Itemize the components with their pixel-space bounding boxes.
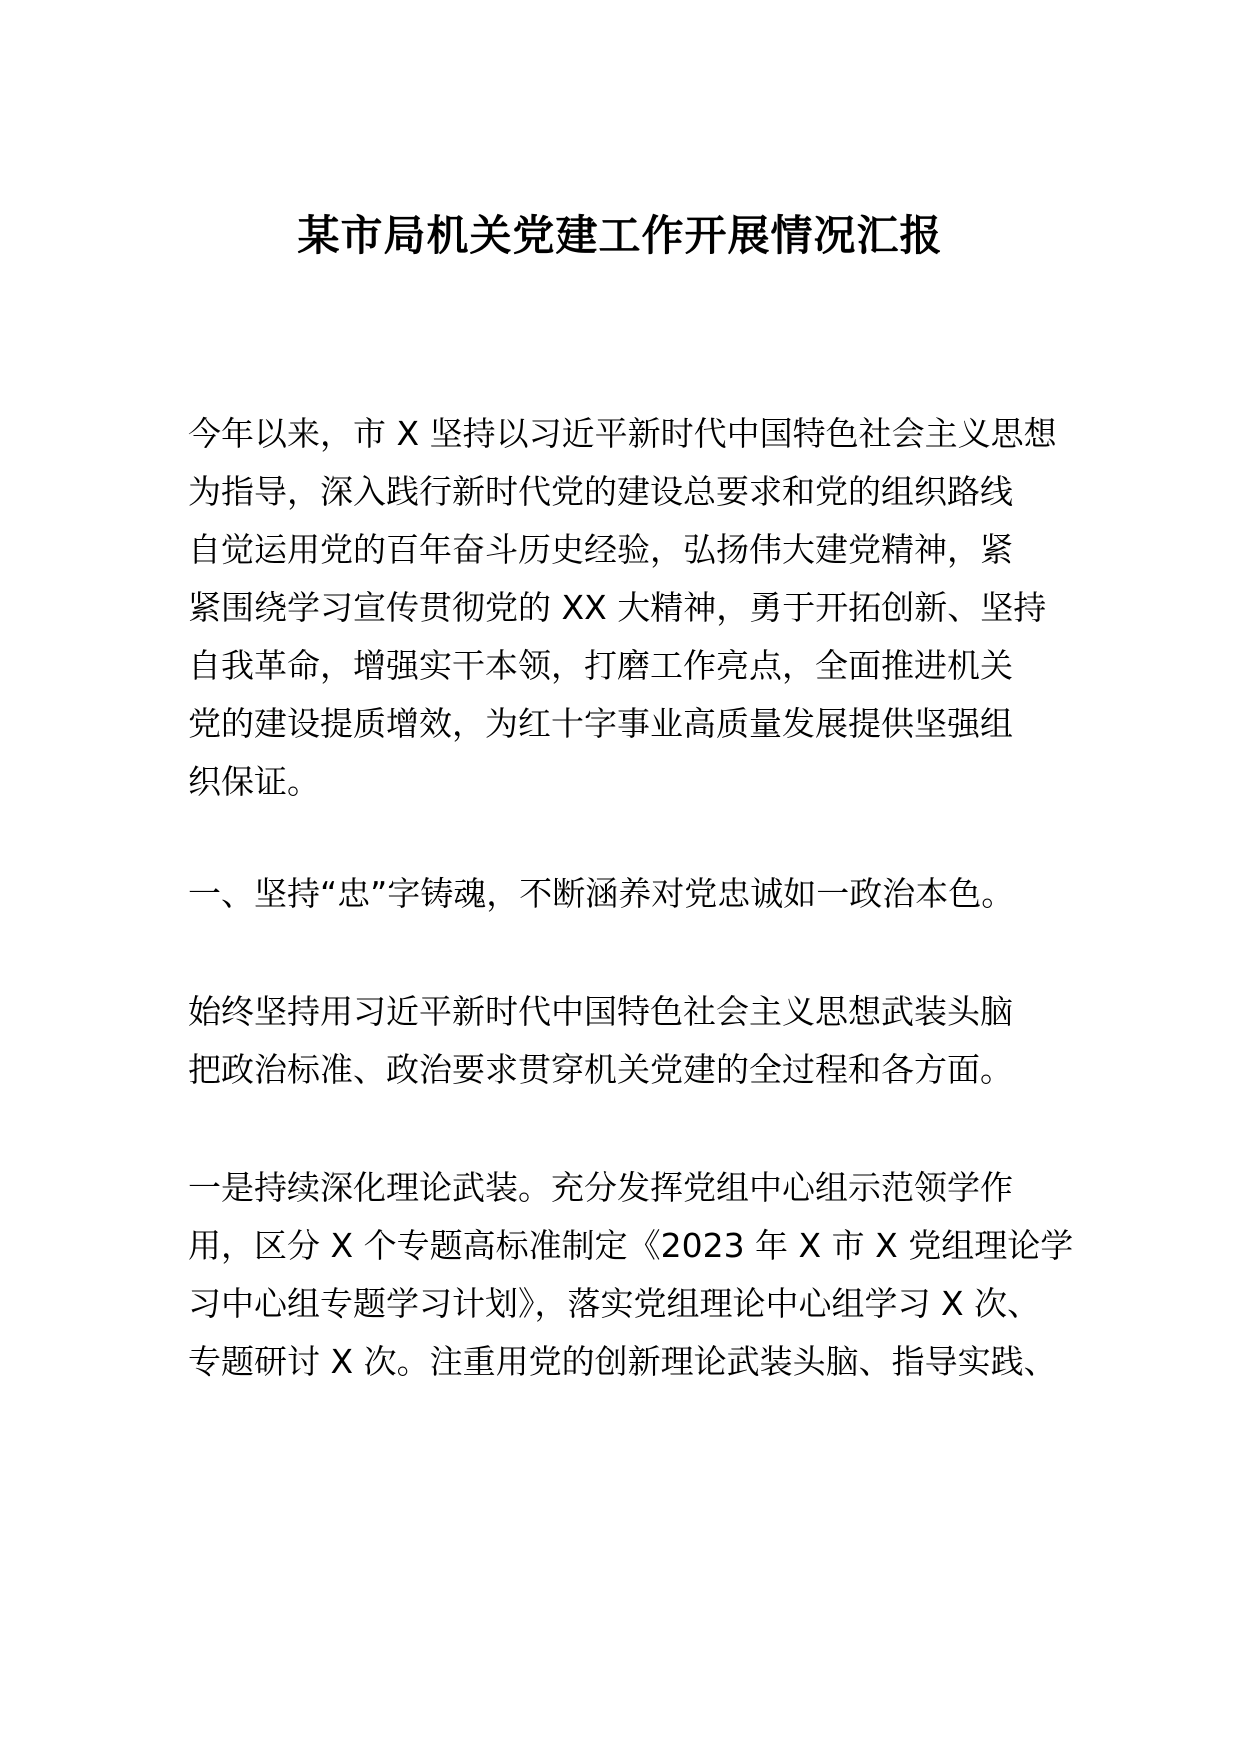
text-line: 一是持续深化理论武装。充分发挥党组中心组示范领学作: [188, 1168, 1013, 1207]
text-line: 自觉运用党的百年奋斗历史经验，弘扬伟大建党精神，紧: [188, 530, 1013, 569]
document-title: 某市局机关党建工作开展情况汇报: [297, 211, 943, 260]
text-line: 始终坚持用习近平新时代中国特色社会主义思想武装头脑: [188, 992, 1013, 1031]
text-line: 今年以来，市 X 坚持以习近平新时代中国特色社会主义思想: [188, 414, 1057, 453]
section-heading: 一、坚持“忠”字铸魂，不断涵养对党忠诚如一政治本色。: [188, 874, 1015, 913]
text-line: 把政治标准、政治要求贯穿机关党建的全过程和各方面。: [188, 1050, 1013, 1089]
text-line: 为指导，深入践行新时代党的建设总要求和党的组织路线: [188, 472, 1013, 511]
text-line: 用，区分 X 个专题高标准制定《2023 年 X 市 X 党组理论学: [188, 1226, 1074, 1265]
text-line: 织保证。: [188, 762, 320, 801]
text-line: 紧围绕学习宣传贯彻党的 XX 大精神，勇于开拓创新、坚持: [188, 588, 1047, 627]
text-line: 自我革命，增强实干本领，打磨工作亮点，全面推进机关: [188, 646, 1013, 685]
text-line: 专题研讨 X 次。注重用党的创新理论武装头脑、指导实践、: [188, 1342, 1057, 1381]
text-line: 党的建设提质增效，为红十字事业高质量发展提供坚强组: [188, 704, 1013, 743]
text-line: 习中心组专题学习计划》，落实党组理论中心组学习 X 次、: [188, 1284, 1041, 1323]
